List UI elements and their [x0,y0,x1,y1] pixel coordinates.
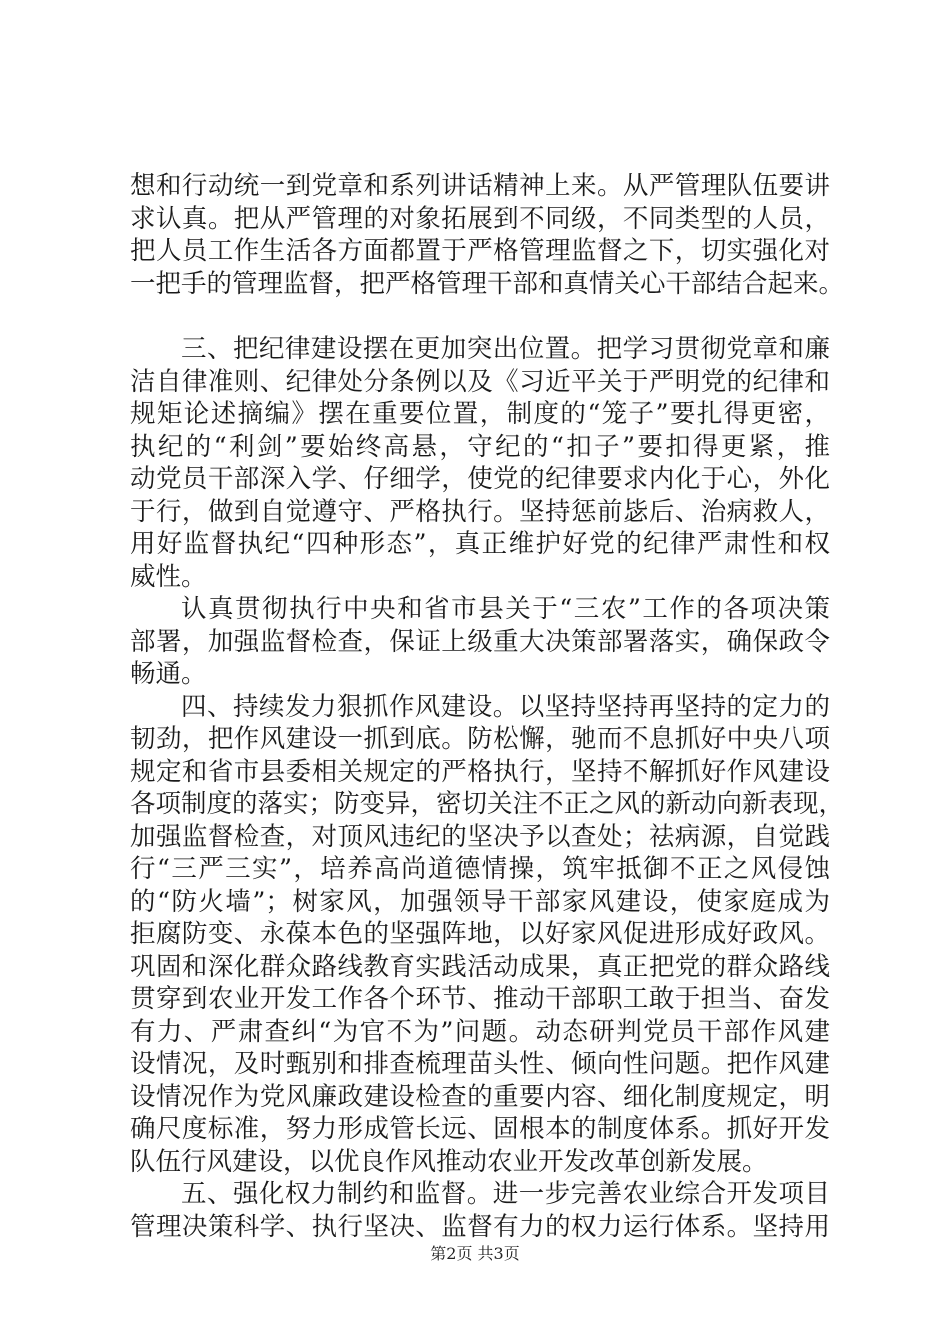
text-line: 拒腐防变、永葆本色的坚强阵地，以好家风促进形成好政风。 [130,919,830,949]
text-line: 用好监督执纪“四种形态”，真正维护好党的纪律严肃性和权 [130,529,830,559]
text-line: 行“三严三实”，培养高尚道德情操，筑牢抵御不正之风侵蚀 [130,854,830,884]
text-line: 的“防火墙”；树家风，加强领导干部家风建设，使家庭成为 [130,886,830,917]
text-line: 认真贯彻执行中央和省市县关于“三农”工作的各项决策 [181,594,830,624]
text-line: 五、强化权力制约和监督。进一步完善农业综合开发项目 [181,1179,830,1209]
text-line: 各项制度的落实；防变异，密切关注不正之风的新动向新表现， [130,789,845,819]
text-line: 管理决策科学、执行坚决、监督有力的权力运行体系。坚持用 [130,1211,830,1242]
text-line: 求认真。把从严管理的对象拓展到不同级，不同类型的人员， [130,203,830,234]
text-line: 贯穿到农业开发工作各个环节、推动干部职工敢于担当、奋发 [130,984,830,1014]
document-body [130,170,845,1243]
text-line: 确尺度标准，努力形成管长远、固根本的制度体系。抓好开发 [130,1114,830,1144]
paragraph-gap [130,300,830,333]
text-line: 执纪的“利剑”要始终高悬，守纪的“扣子”要扣得更紧，推 [130,431,830,462]
text-line: 洁自律准则、纪律处分条例以及《习近平关于严明党的纪律和 [130,366,830,397]
page-number-footer: 第2页 共3页 [430,1244,520,1263]
text-line: 加强监督检查，对顶风违纪的坚决予以查处；祛病源，自觉践 [130,821,830,852]
text-line: 设情况作为党风廉政建设检查的重要内容、细化制度规定，明 [130,1081,830,1112]
text-line: 把人员工作生活各方面都置于严格管理监督之下，切实强化对 [130,236,830,266]
text-line: 队伍行风建设，以优良作风推动农业开发改革创新发展。 [130,1146,768,1177]
text-line: 韧劲，把作风建设一抓到底。防松懈，驰而不息抓好中央八项 [130,724,830,754]
text-line: 有力、严肃查纠“为官不为”问题。动态研判党员干部作风建 [130,1016,830,1047]
text-line: 畅通。 [130,659,207,689]
text-line: 想和行动统一到党章和系列讲话精神上来。从严管理队伍要讲 [130,171,830,201]
text-line: 设情况，及时甄别和排查梳理苗头性、倾向性问题。把作风建 [130,1049,830,1079]
text-line: 三、把纪律建设摆在更加突出位置。把学习贯彻党章和廉 [181,334,830,364]
text-line: 规矩论述摘编》摆在重要位置，制度的“笼子”要扎得更密， [130,399,830,429]
text-line: 一把手的管理监督，把严格管理干部和真情关心干部结合起来。 [130,268,845,299]
text-line: 动党员干部深入学、仔细学，使党的纪律要求内化于心，外化 [130,464,830,494]
text-line: 四、持续发力狠抓作风建设。以坚持坚持再坚持的定力的 [181,691,830,722]
text-line: 规定和省市县委相关规定的严格执行，坚持不解抓好作风建设 [130,756,830,787]
text-line: 威性。 [130,561,207,592]
text-line: 于行，做到自觉遵守、严格执行。坚持惩前毖后、治病救人， [130,496,830,527]
text-line: 部署，加强监督检查，保证上级重大决策部署落实，确保政令 [130,626,830,657]
text-line: 巩固和深化群众路线教育实践活动成果，真正把党的群众路线 [130,951,830,982]
